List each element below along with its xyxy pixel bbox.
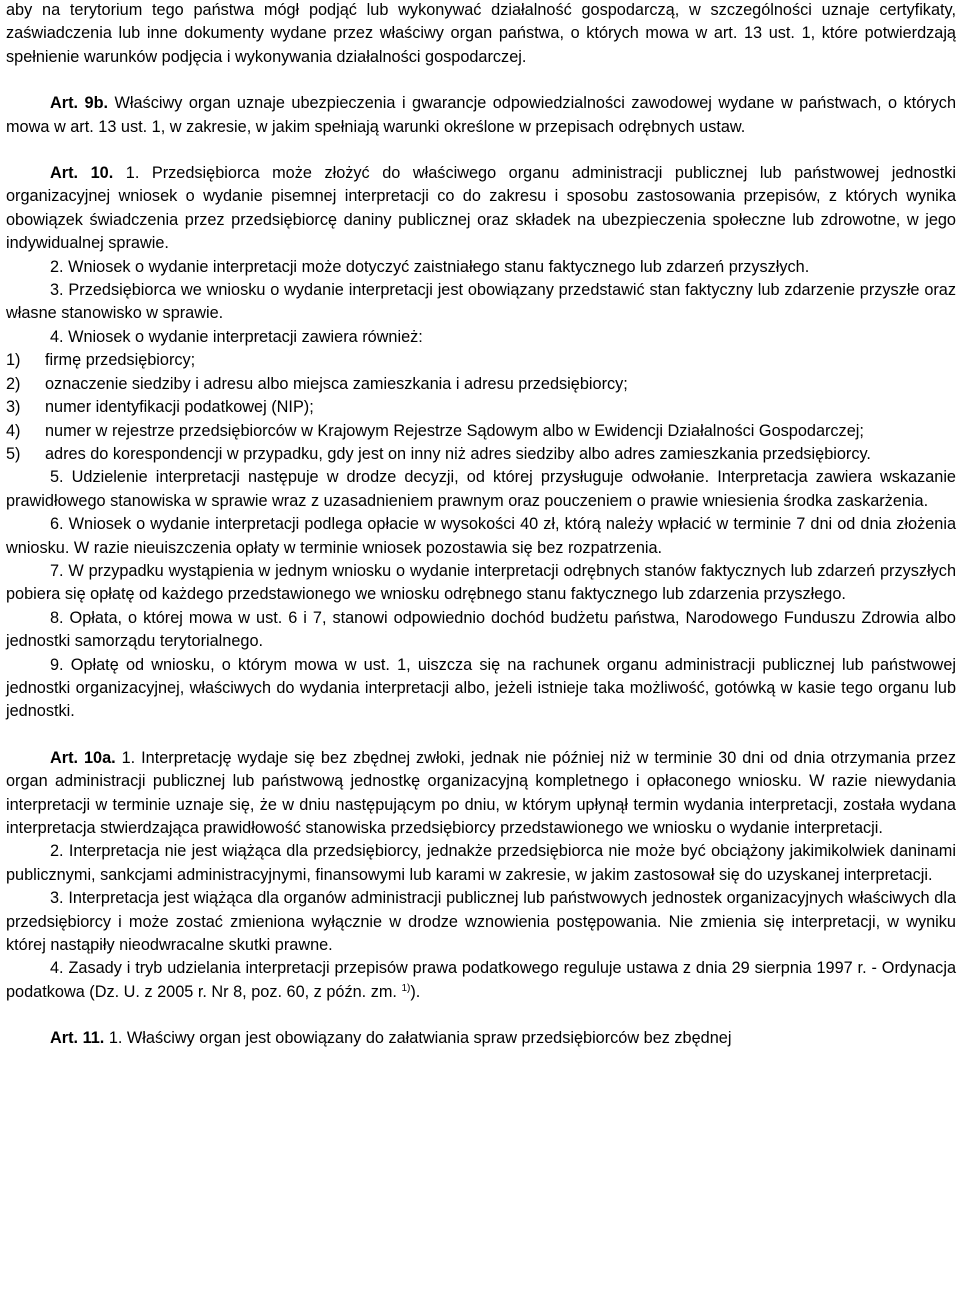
art-10a-paragraph-1 bbox=[6, 747, 956, 841]
art-9b-paragraph bbox=[6, 92, 956, 139]
art-10-text-1: 1. Przedsiębiorca może złożyć do właściwego organu administracji publicznej lub państwowej jednostki organizacyjnej wniosek o wydanie pisemnej interpretacji co do zakresu i sposobu zastosowania przepisów, z których wynika obowiązek świadczenia przez przedsiębiorcę daniny publicznej oraz składek na ubezpieczenia społeczne lub zdrowotne, w jego indywidualnej sprawie. bbox=[6, 164, 956, 253]
list-item bbox=[6, 420, 956, 443]
art-10-paragraph-6: 6. Wniosek o wydanie interpretacji podlega opłacie w wysokości 40 zł, którą należy wpłacić w terminie 7 dni od dnia złożenia wniosku. W razie nieuiszczenia opłaty w terminie wniosek pozostawia się bez rozpatrzenia. bbox=[6, 515, 956, 557]
list-item bbox=[6, 443, 956, 466]
art-10-paragraph-1 bbox=[6, 162, 956, 256]
art-10-list bbox=[6, 349, 956, 466]
art-10-paragraph-9: 9. Opłatę od wniosku, o którym mowa w ust. 1, uiszcza się na rachunek organu administracji publicznej lub państwowej jednostki organizacyjnej, właściwych do wydania interpretacji albo, jeżeli istnieje taka możliwość, gotówką w kasie tego organu lub jednostki. bbox=[6, 655, 956, 721]
document-page bbox=[6, 0, 956, 1051]
list-item-text: adres do korespondencji w przypadku, gdy jest on inny niż adres siedziby albo adres zamieszkania przedsiębiorcy. bbox=[45, 444, 871, 463]
intro-paragraph: aby na terytorium tego państwa mógł podjąć lub wykonywać działalność gospodarczą, w szczególności uznaje certyfikaty, zaświadczenia lub inne dokumenty wydane przez właściwy organ państwa, o których mowa w art. 13 ust. 1, które potwierdzają spełnienie warunków podjęcia i wykonywania działalności gospodarczej. bbox=[6, 1, 956, 66]
list-item-number: 5) bbox=[6, 444, 21, 463]
list-item-text: numer identyfikacji podatkowej (NIP); bbox=[45, 398, 314, 417]
art-10-paragraph-5: 5. Udzielenie interpretacji następuje w drodze decyzji, od której przysługuje odwołanie. Interpretacja zawiera wskazanie prawidłowego stanowiska w sprawie wraz z uzasadnieniem prawnym oraz pouczeniem o prawie wniesienia środka zaskarżenia. bbox=[6, 468, 956, 510]
art-11-label: Art. 11. bbox=[50, 1029, 105, 1048]
list-item bbox=[6, 396, 956, 419]
art-11-paragraph-1 bbox=[6, 1027, 956, 1050]
list-item-text: firmę przedsiębiorcy; bbox=[45, 351, 196, 370]
list-item-text: numer w rejestrze przedsiębiorców w Krajowym Rejestrze Sądowym albo w Ewidencji Działalności Gospodarczej; bbox=[45, 421, 864, 440]
list-item bbox=[6, 349, 956, 372]
art-10a-paragraph-3: 3. Interpretacja jest wiążąca dla organów administracji publicznej lub państwowych jednostek organizacyjnych właściwych dla przedsiębiorcy i może zostać zmieniona wyłącznie w drodze wznowienia postępowania. Nie zmienia się interpretacji, w wyniku której nastąpiły nieodwracalne skutki prawne. bbox=[6, 889, 956, 955]
list-item-text: oznaczenie siedziby i adresu albo miejsca zamieszkania i adresu przedsiębiorcy; bbox=[45, 374, 628, 393]
art-10a-text-4-end: ). bbox=[410, 982, 421, 1001]
art-10-paragraph-3: 3. Przedsiębiorca we wniosku o wydanie interpretacji jest obowiązany przedstawić stan faktyczny lub zdarzenie przyszłe oraz własne stanowisko w sprawie. bbox=[6, 281, 956, 323]
art-9b-label: Art. 9b. bbox=[50, 94, 109, 113]
art-10a-text-4: 4. Zasady i tryb udzielania interpretacji przepisów prawa podatkowego reguluje ustawa z dnia 29 sierpnia 1997 r. - Ordynacja podatkowa (Dz. U. z 2005 r. Nr 8, poz. 60, z późn. zm. bbox=[6, 959, 956, 1001]
list-item-number: 4) bbox=[6, 421, 21, 440]
list-item-number: 3) bbox=[6, 398, 21, 417]
footnote-marker: 1) bbox=[401, 982, 411, 994]
list-item-number: 2) bbox=[6, 374, 21, 393]
art-10-paragraph-8: 8. Opłata, o której mowa w ust. 6 i 7, stanowi odpowiednio dochód budżetu państwa, Narodowego Funduszu Zdrowia albo jednostki samorządu terytorialnego. bbox=[6, 608, 956, 651]
art-10-paragraph-2: 2. Wniosek o wydanie interpretacji może dotyczyć zaistniałego stanu faktycznego lub zdarzeń przyszłych. bbox=[50, 257, 810, 276]
list-item bbox=[6, 373, 956, 396]
art-10-label: Art. 10. bbox=[50, 164, 114, 183]
art-10a-label: Art. 10a. bbox=[50, 748, 116, 767]
list-item-number: 1) bbox=[6, 351, 21, 370]
art-10-paragraph-4: 4. Wniosek o wydanie interpretacji zawiera również: bbox=[50, 327, 423, 346]
art-11-text-1: 1. Właściwy organ jest obowiązany do załatwiania spraw przedsiębiorców bez zbędnej bbox=[104, 1029, 732, 1048]
art-10-paragraph-7: 7. W przypadku wystąpienia w jednym wniosku o wydanie interpretacji odrębnych stanów faktycznych lub zdarzeń przyszłych pobiera się opłatę od każdego przedstawionego we wniosku odrębnego stanu faktycznego lub zdarzenia przyszłego. bbox=[6, 561, 956, 604]
art-9b-text: Właściwy organ uznaje ubezpieczenia i gwarancje odpowiedzialności zawodowej wydane w państwach, o których mowa w art. 13 ust. 1, w zakresie, w jakim spełniają warunki określone w przepisach odrębnych ustaw. bbox=[6, 94, 957, 136]
art-10a-text-1: 1. Interpretację wydaje się bez zbędnej zwłoki, jednak nie później niż w terminie 30 dni od dnia otrzymania przez organ administracji publicznej lub państwową jednostkę organizacyjną kompletnego i opłaconego wniosku. W razie niewydania interpretacji w terminie uznaje się, że w dniu następującym po dniu, w którym upłynął termin wydania interpretacji, została wydana interpretacja stwierdzająca prawidłowość stanowiska przedsiębiorcy przedstawionego we wniosku o wydanie interpretacji. bbox=[6, 748, 956, 837]
art-10a-paragraph-4 bbox=[6, 957, 956, 1004]
art-10a-paragraph-2: 2. Interpretacja nie jest wiążąca dla przedsiębiorcy, jednakże przedsiębiorca nie może być obciążony jakimikolwiek daninami publicznymi, sankcjami administracyjnymi, finansowymi lub karami w zakresie, w jakim zastosował się do uzyskanej interpretacji. bbox=[6, 842, 956, 884]
